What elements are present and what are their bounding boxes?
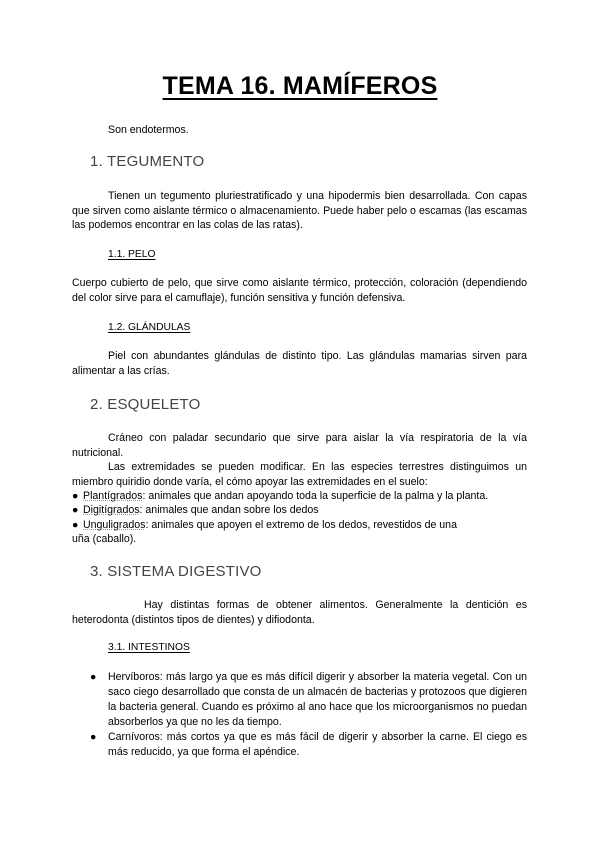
bullet-icon: ● — [90, 671, 97, 683]
list-item — [72, 503, 319, 518]
bullet-icon: ● — [90, 731, 97, 743]
list-item — [90, 670, 527, 730]
page-title: TEMA 16. MAMÍFEROS — [162, 72, 438, 100]
list-item-text: Carnívoros: más cortos ya que es más fácil de digerir y absorber la carne. El ciego es más reducido, ya que forma el apéndice. — [108, 731, 527, 758]
bullet-icon: ● — [72, 490, 79, 502]
section-heading-esqueleto: 2. ESQUELETO — [90, 396, 201, 413]
list-item — [90, 730, 527, 760]
subheading-glandulas: 1.2. GLÁNDULAS — [108, 322, 191, 333]
section-heading-digestivo: 3. SISTEMA DIGESTIVO — [90, 563, 262, 580]
glandulas-paragraph: Piel con abundantes glándulas de distinto tipo. Las glándulas mamarias sirven para alimentar a las crías. — [72, 350, 527, 377]
list-item-text: : animales que apoyen el extremo de los dedos, revestidos de una — [145, 519, 457, 531]
esqueleto-paragraph-2: Las extremidades se pueden modificar. En las especies terrestres distinguimos un miembro quiridio donde varía, el cómo apoyar las extremidades en el suelo: — [72, 461, 527, 488]
digestivo-paragraph: Hay distintas formas de obtener alimentos. Generalmente la dentición es heterodonta (distintos tipos de dientes) y difiodonta. — [72, 599, 527, 626]
tegumento-paragraph: Tienen un tegumento pluriestratificado y una hipodermis bien desarrollada. Con capas que sirven como aislante térmico o almacenamiento. Puede haber pelo o escamas (las escamas las podemos encontrar en las colas de las ratas). — [72, 190, 527, 231]
list-item-label: Plantígrados — [83, 490, 143, 502]
list-item-text: : animales que andan sobre los dedos — [139, 504, 319, 516]
intestinos-list — [90, 670, 527, 760]
list-item-continuation: uña (caballo). — [72, 533, 137, 545]
list-item-text: Hervíboros: más largo ya que es más difícil digerir y absorber la materia vegetal. Con un saco ciego desarrollado que consta de un almacén de bacterias y protozoos que digieren la bacteria general. Cuando es próximo al ano hace que los microorganismos no puedan absorberlos ya que no les da tiempo. — [108, 671, 527, 728]
list-item-text: : animales que andan apoyando toda la superficie de la palma y la planta. — [142, 490, 489, 502]
pelo-paragraph: Cuerpo cubierto de pelo, que sirve como aislante térmico, protección, coloración (dependiendo del color sirve para el camuflaje), función sensitiva y función defensiva. — [72, 277, 527, 304]
list-item-label: Digitígrados — [83, 504, 140, 516]
list-item — [72, 518, 457, 533]
section-heading-tegumento: 1. TEGUMENTO — [90, 153, 205, 170]
list-item-label: Unguligrados — [83, 519, 146, 531]
subheading-pelo: 1.1. PELO — [108, 249, 156, 260]
list-item — [72, 489, 488, 504]
bullet-icon: ● — [72, 504, 79, 516]
intro-paragraph: Son endotermos. — [108, 124, 189, 136]
bullet-icon: ● — [72, 519, 79, 531]
subheading-intestinos: 3.1. INTESTINOS — [108, 642, 190, 653]
esqueleto-paragraph-1: Cráneo con paladar secundario que sirve para aislar la vía respiratoria de la vía nutricional. — [72, 432, 527, 459]
